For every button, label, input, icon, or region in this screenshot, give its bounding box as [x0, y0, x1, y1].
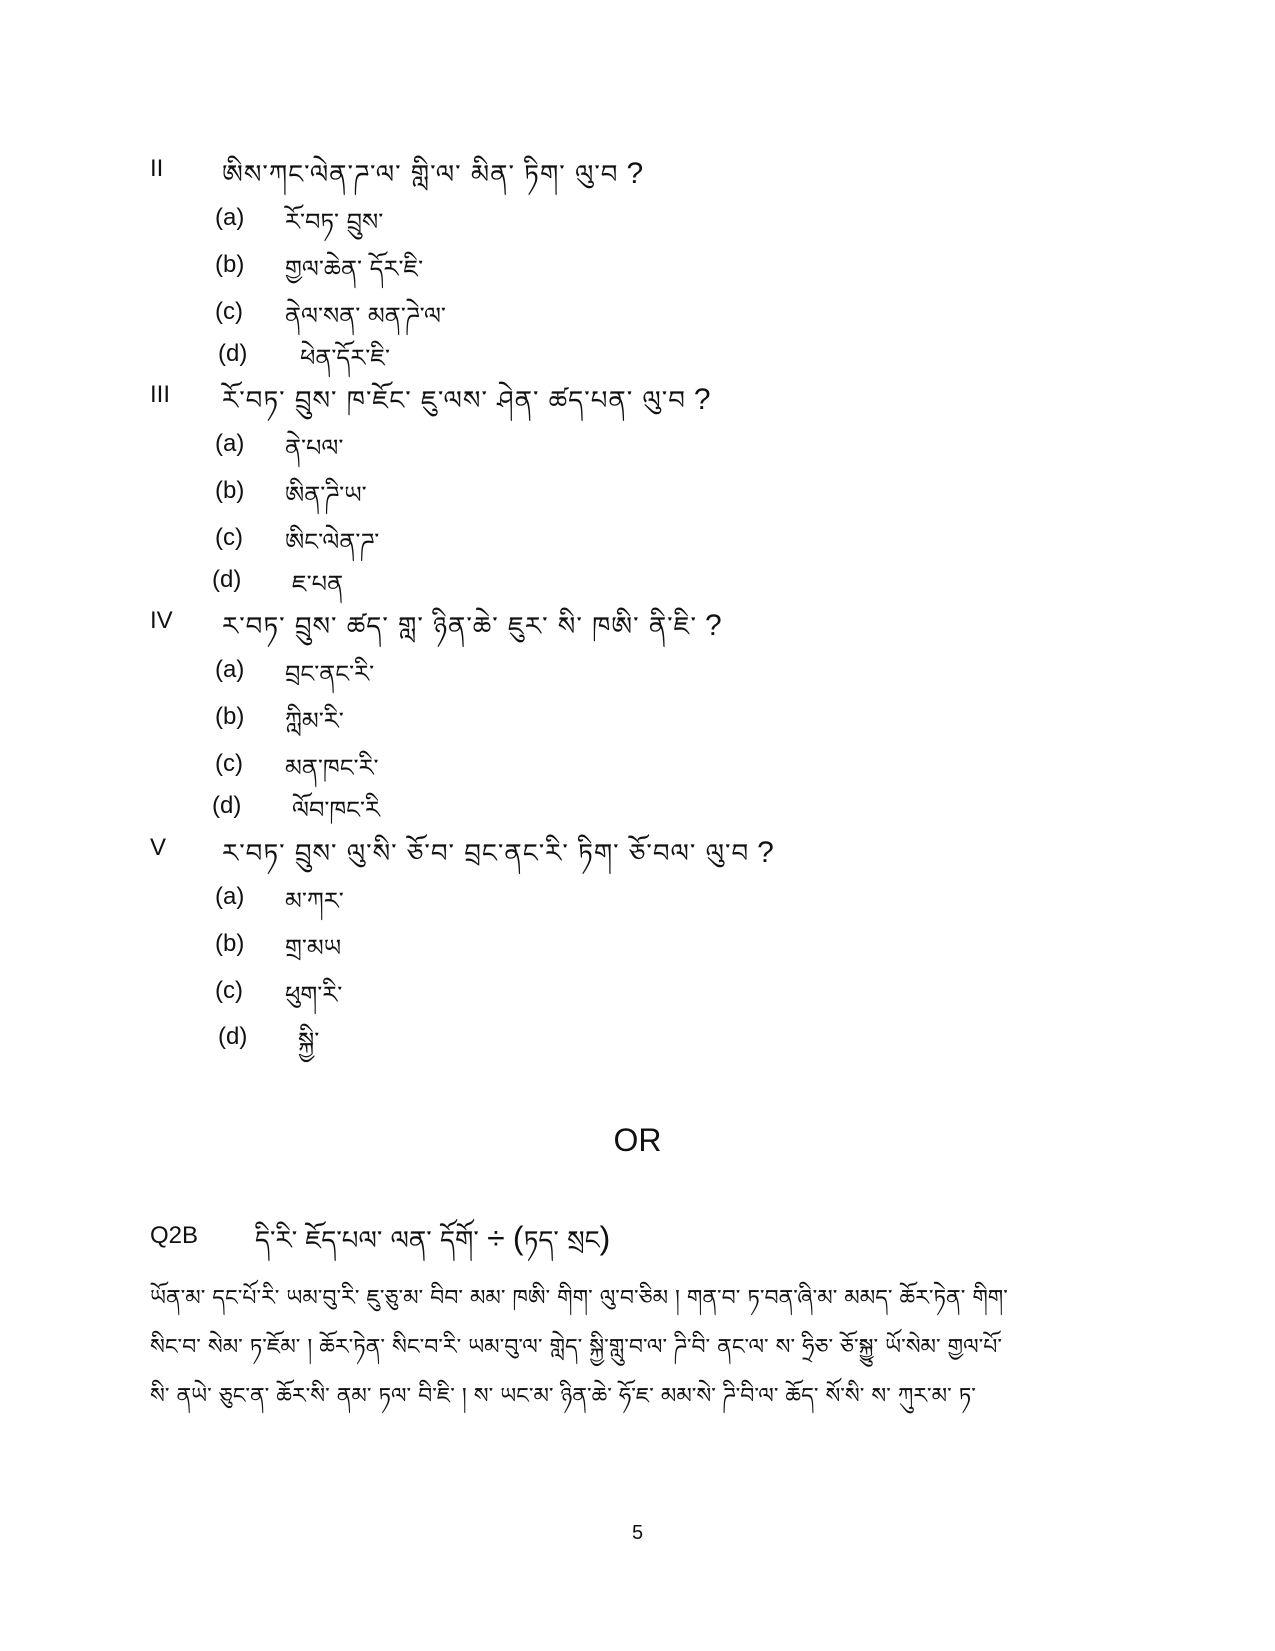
option-label: (b): [215, 477, 245, 504]
question-text-body: ར་བཏ་ བྲུས་ ཚད་ གླ་ ཉིན་ཆེ་ ཇུར་ སི་ ཁཨི་ ནི་ཇི་: [222, 612, 697, 642]
option-label: (a): [215, 204, 245, 231]
paren-close: ): [599, 1220, 611, 1256]
question-mark: ?: [626, 157, 645, 190]
question-number: II: [150, 155, 164, 182]
option-label: (a): [215, 430, 245, 457]
option-label: (b): [215, 930, 245, 957]
option-text: གྲ་མཡ: [285, 934, 342, 962]
option-label: (a): [215, 883, 245, 910]
option-text: མན་ཁང་རི་: [285, 754, 379, 782]
q2b-label: Q2B: [150, 1222, 199, 1249]
question-text-body: ཨིས་ཀང་ལེན་ཌ་ལ་ གླི་ལ་ མིན་ ཏིག་ ལུ་བ: [222, 160, 619, 190]
option-label: (d): [212, 792, 242, 819]
option-label: (c): [215, 524, 243, 551]
option-label: (b): [215, 703, 245, 730]
question-number: V: [150, 834, 167, 861]
option-text: གྱལ་ཆེན་ དོར་ཇི་: [285, 255, 424, 283]
option-label: (c): [215, 298, 243, 325]
option-label: (d): [218, 340, 248, 367]
option-text: ཕུག་རི་: [285, 981, 343, 1009]
question-number: III: [150, 381, 171, 408]
option-label: (c): [215, 977, 243, 1004]
question-number: IV: [150, 607, 173, 634]
divide-sign: ÷: [487, 1220, 505, 1256]
paragraph-line: ཡོན་མ་ དང་པོ་རི་ ཡམ་བུ་རི་ ཇུ་ཅུ་མ་ བིབ་ མམ་ ཁཨི་ གིག་ ལུ་བ་ཅིམ ། གན་བ་ ཏ་བན་ཞི་མ་ མམད་ ཆོར་ཏེན་ གིག་: [150, 1286, 1008, 1311]
question-text-body: ར་བཏ་ བྲུས་ ལུ་སི་ ཅོ་བ་ བྲང་ནང་རི་ ཏིག་ ཅོ་བལ་ ལུ་བ: [222, 839, 750, 869]
option-label: (a): [215, 656, 245, 683]
option-label: (d): [212, 566, 242, 593]
option-label: (b): [215, 251, 245, 278]
option-text: ཨིན་ཌི་ཡ་: [285, 481, 367, 509]
q2b-heading-text: དི་རི་ ཇོད་པལ་ ལན་ དོགོ་: [255, 1226, 479, 1256]
question-mark: ?: [757, 836, 775, 869]
page-number: 5: [631, 1522, 644, 1544]
paren-open: (: [512, 1220, 524, 1256]
question-mark: ?: [704, 609, 723, 642]
option-label: (c): [215, 750, 243, 777]
or-separator: OR: [613, 1122, 662, 1158]
option-text: ཕེན་དོར་ཇི་: [300, 344, 390, 372]
paragraph-line: སིང་བ་ སེམ་ ཏ་ཇོམ་ ། ཆོར་ཏེན་ སིང་བ་རི་ ཡམ་བུ་ལ་ གླེད་ སྐྱི་གླུ་བ་ལ་ ཌི་བི་ ནང་ལ་ ས་ ཧྲིཅ་ ཅོ་སྐྱུ་ ཡོ་སེམ་ གྱལ་པོ་: [150, 1335, 1002, 1360]
question-text-body: རོ་བཏ་ བྲུས་ ཁ་ཇོང་ ཇུ་ལས་ ཤེན་ ཚད་པན་ ལུ་བ: [222, 386, 686, 416]
option-text: མ་ཀར་: [285, 887, 344, 915]
paragraph-line: སི་ ནཡེ་ ཅུང་ན་ ཆོར་སི་ ནམ་ ཏལ་ བི་ཇི་ ། ས་ ཡང་མ་ ཉིན་ཆེ་ ཧོ་ཇ་ མམ་སེ་ ཌི་བི་ལ་ ཆོད་ སོ་སི་ ས་ ཀུར་མ་ ཏ་: [150, 1384, 976, 1409]
question-mark: ?: [693, 383, 712, 416]
option-text: ནེལ་སན་ མན་ཌེ་ལ་: [285, 302, 446, 330]
option-text: བྲང་ནང་རི་: [285, 660, 375, 688]
option-label: (d): [218, 1023, 248, 1050]
option-text: ལོབ་ཁང་རི: [292, 796, 381, 824]
option-text: ཨིང་ལེན་ཌ་: [285, 528, 380, 556]
option-text: ནེ་པལ་: [285, 434, 344, 462]
option-text: རོ་བཏ་ བྲུས་: [285, 208, 384, 236]
option-text: སྐྱི་: [298, 1027, 320, 1055]
q2b-paren-text: ཏད་ སྲང: [523, 1226, 600, 1256]
option-text: ཀླིམ་རི་: [285, 707, 344, 735]
option-text: ཇ་པན: [292, 570, 344, 598]
